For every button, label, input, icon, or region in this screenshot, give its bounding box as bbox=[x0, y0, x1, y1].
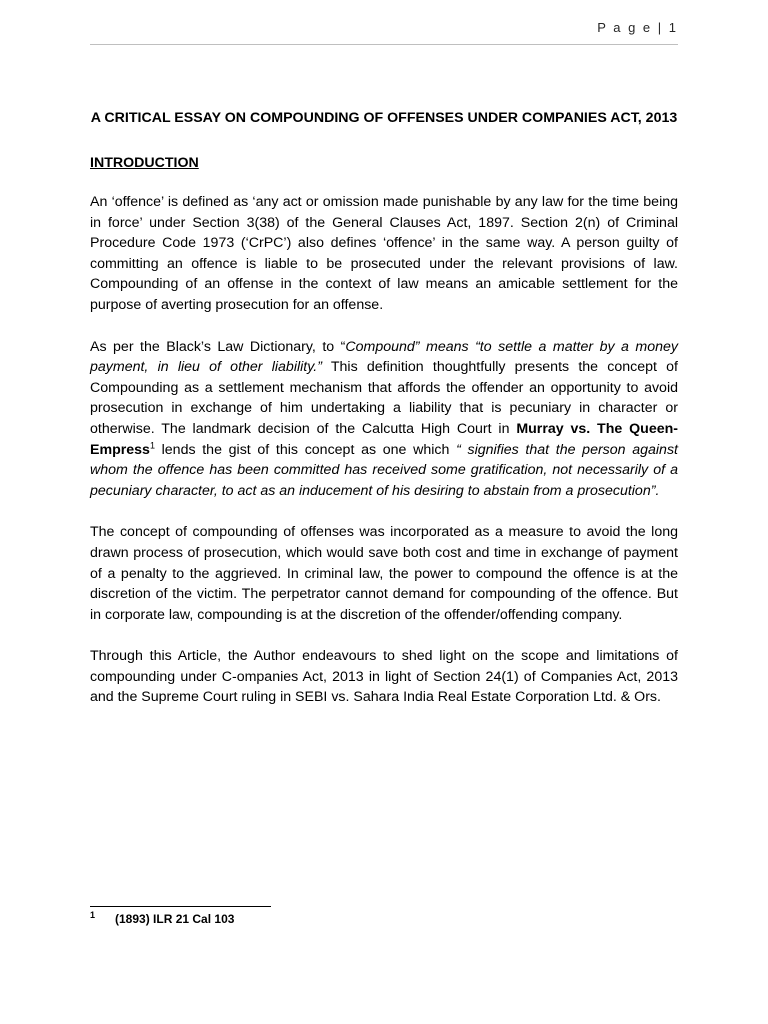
paragraph-blacks-law-definition bbox=[90, 337, 678, 502]
para2-middle-text: This definition thoughtfully presents the concept of Compounding as a settlement mechanism that affords the offender an opportunity to avoid prosecution in exchange of him undertaking a liability that is pecuniary in character or otherwise. The landmark decision of the Calcutta High Court in bbox=[90, 359, 678, 437]
compound-definition-quote: Compound” means “to settle a matter by a money payment, in lieu of other liability.” bbox=[90, 338, 678, 376]
paragraph-article-scope: Through this Article, the Author endeavours to shed light on the scope and limitations of compounding under C-ompanies Act, 2013 in light of Section 24(1) of Companies Act, 2013 and the Supreme Court ruling in SEBI vs. Sahara India Real Estate Corporation Ltd. & Ors. bbox=[90, 648, 678, 706]
page-number: P a g e | 1 bbox=[597, 20, 678, 35]
para2-after-case-text: lends the gist of this concept as one which bbox=[154, 441, 457, 458]
section-heading-introduction: INTRODUCTION bbox=[90, 155, 199, 171]
para2-lead-text: As per the Black’s Law Dictionary, to “ bbox=[90, 338, 346, 355]
document-title: A CRITICAL ESSAY ON COMPOUNDING OF OFFENSES UNDER COMPANIES ACT, 2013 bbox=[90, 110, 678, 126]
paragraph-concept-of-compounding: The concept of compounding of offenses was incorporated as a measure to avoid the long drawn process of prosecution, which would save both cost and time in exchange of payment of a penalty to the aggrieved. In criminal law, the power to compound the offence is at the discretion of the victim. The perpetrator cannot demand for compounding of the offence. But in corporate law, compounding is at the discretion of the offender/offending company. bbox=[90, 524, 678, 623]
footnote-separator bbox=[90, 906, 271, 907]
page-header bbox=[90, 20, 678, 45]
footnote-number: 1 bbox=[90, 910, 96, 920]
document-body bbox=[90, 108, 678, 708]
paragraph-offence-definition: An ‘offence’ is defined as ‘any act or omission made punishable by any law for the time being in force’ under Section 3(38) of the General Clauses Act, 1897. Section 2(n) of Criminal Procedure Code 1973 (‘CrPC’) also defines ‘offence’ in the same way. A person guilty of committing an offence is liable to be prosecuted under the relevant provisions of law. Compounding of an offense in the context of law means an amicable settlement for the purpose of averting prosecution for an offense. bbox=[90, 194, 678, 313]
case-gist-quote: “ signifies that the person against whom the offence has been committed has received some gratification, not necessarily of a pecuniary character, to act as an inducement of his desiring to abstain from a prosecution”. bbox=[90, 441, 678, 499]
footnote-text: (1893) ILR 21 Cal 103 bbox=[115, 912, 235, 926]
footnote-reference[interactable]: 1 bbox=[149, 439, 155, 450]
footnote-1 bbox=[90, 912, 234, 926]
case-name-murray: Murray vs. The Queen-Empress bbox=[90, 420, 679, 458]
